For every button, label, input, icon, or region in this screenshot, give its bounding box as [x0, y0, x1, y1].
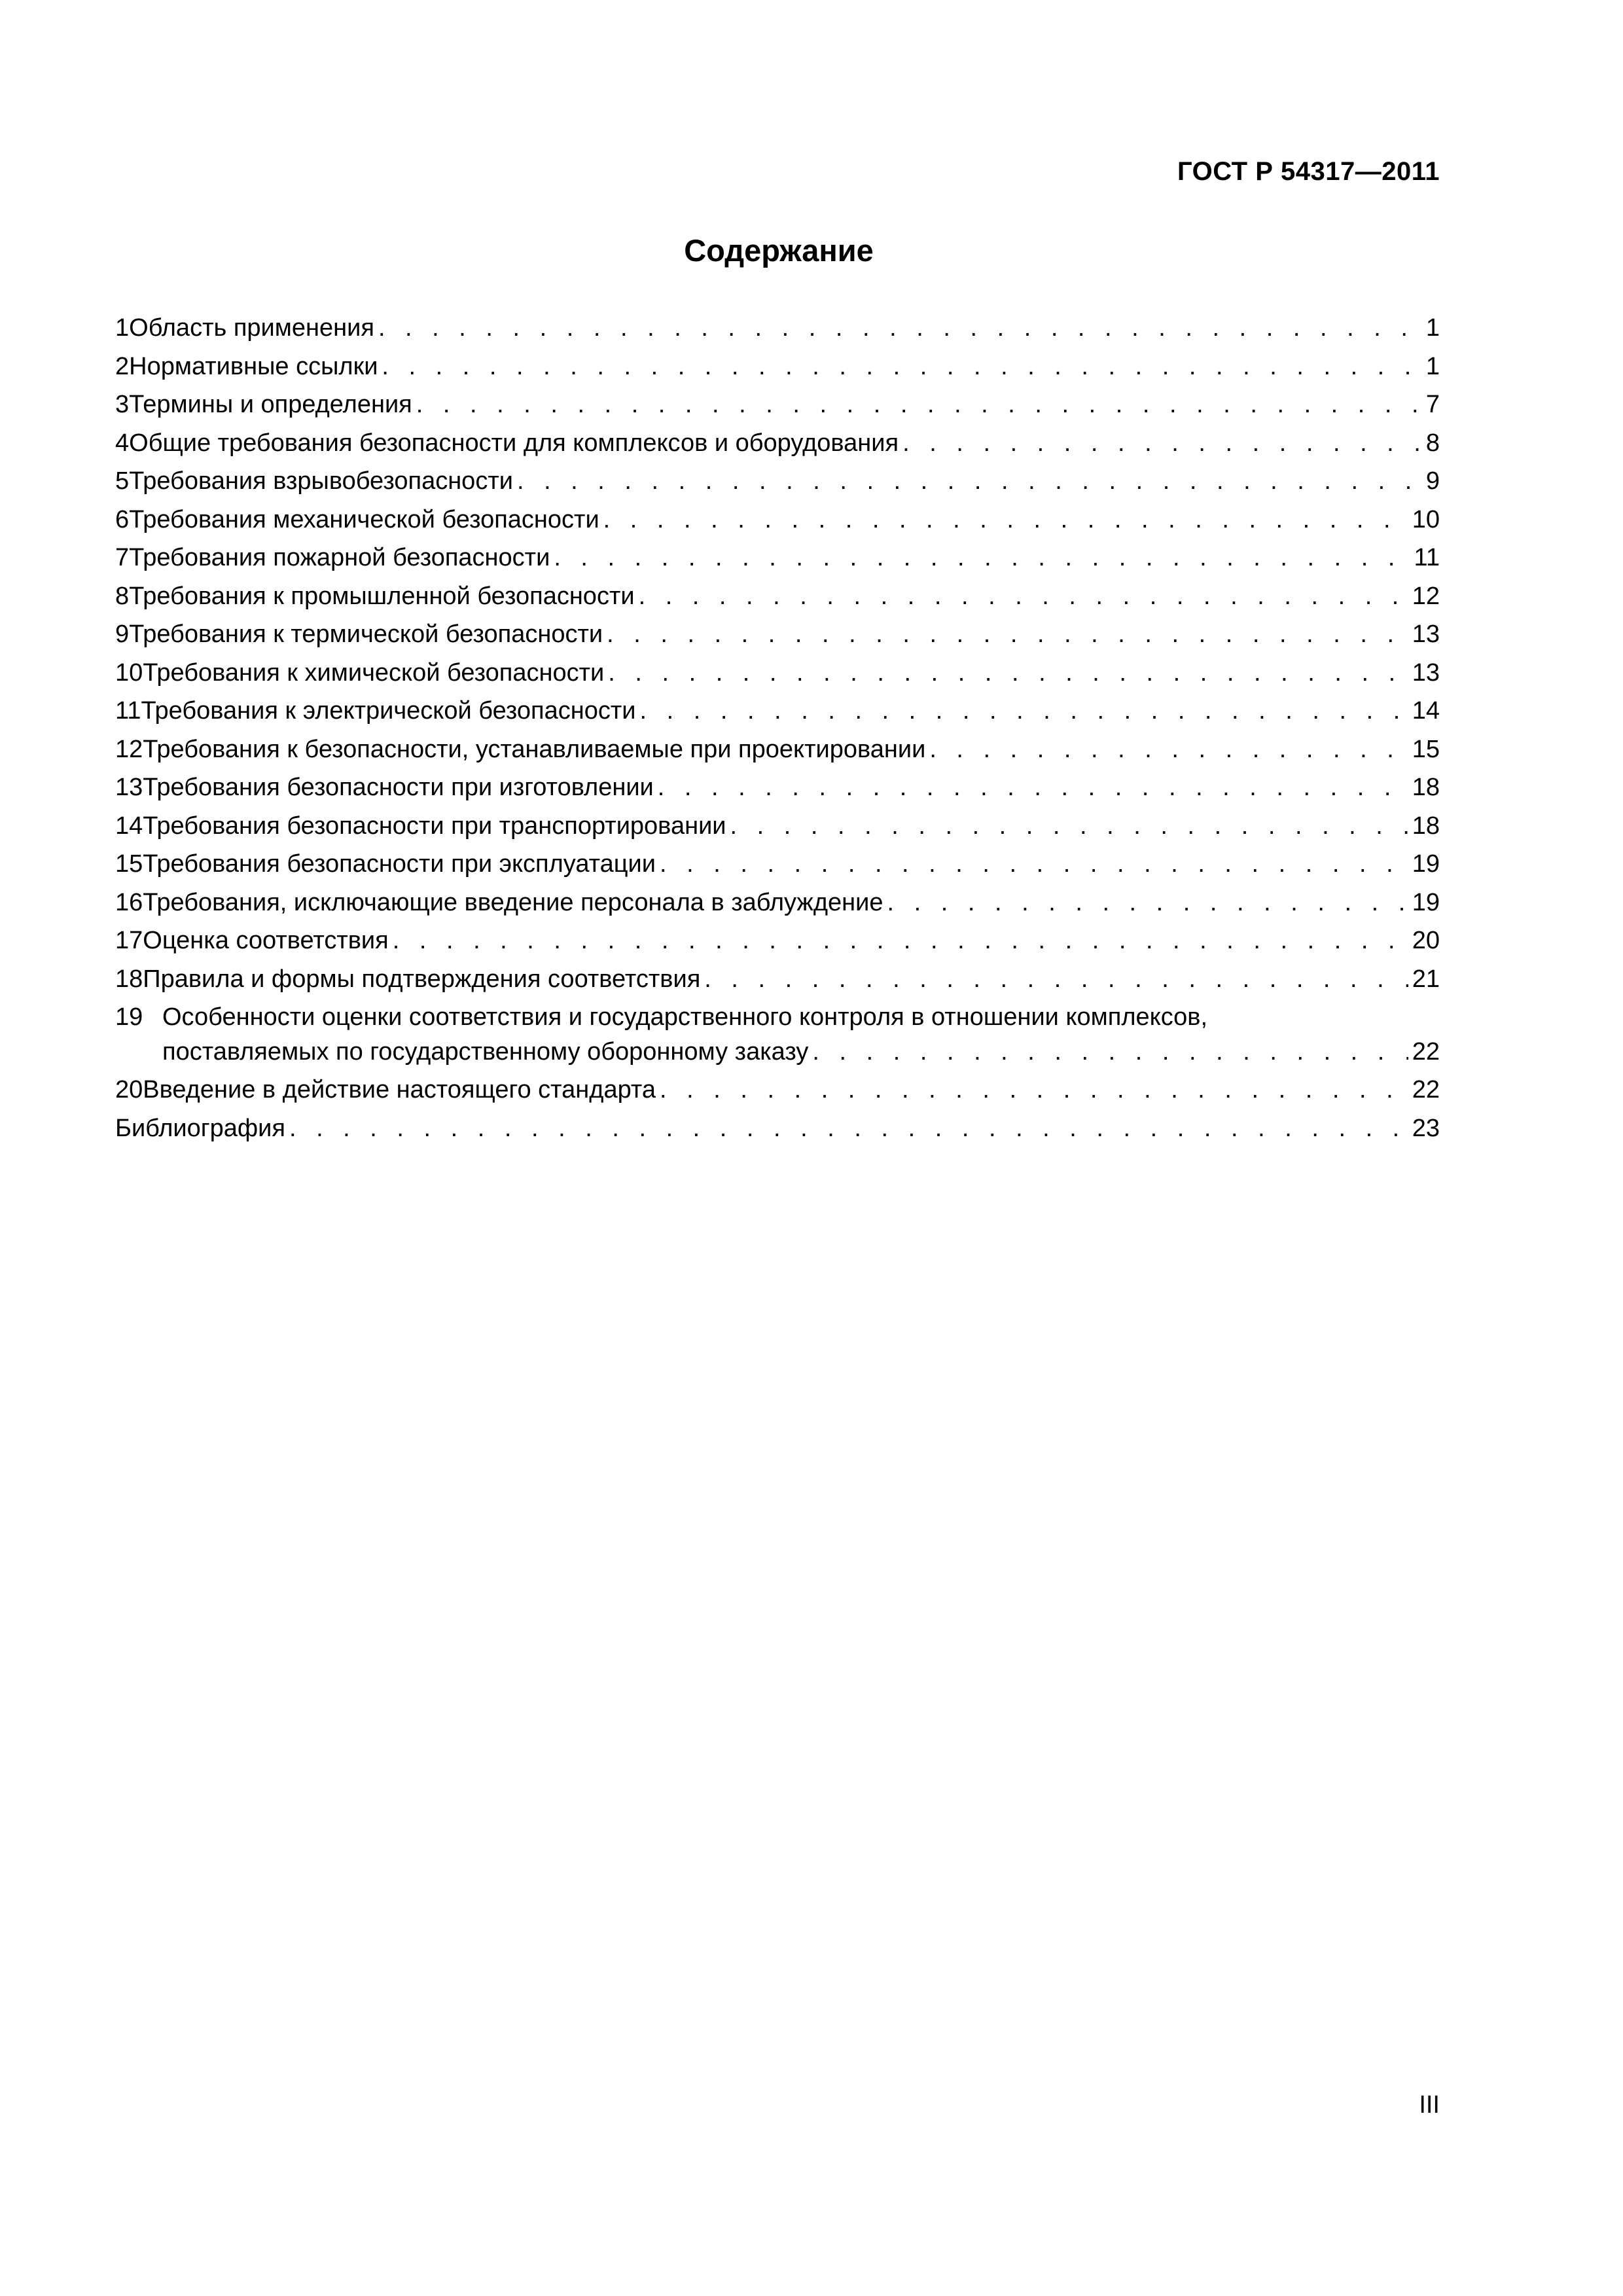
dot-leader — [887, 884, 1408, 922]
toc-entry-title: Требования к химической безопасности — [143, 658, 605, 687]
dot-leader — [730, 807, 1408, 846]
toc-entry-page: 7 — [1425, 391, 1440, 418]
dot-leader — [608, 654, 1408, 692]
toc-entry-number: 14 — [115, 812, 143, 840]
toc-entry-title: Требования к термической безопасности — [129, 620, 603, 648]
toc-entry-page: 19 — [1412, 850, 1440, 878]
dot-leader — [812, 1033, 1408, 1071]
toc-entry-page: 18 — [1412, 812, 1440, 840]
toc-entry-page: 11 — [1414, 544, 1440, 571]
toc-entry-title: Требования безопасности при транспортировании — [143, 812, 726, 840]
dot-leader — [704, 960, 1408, 999]
toc-entry-number: 19 — [115, 1003, 143, 1031]
toc-entry-number: 7 — [115, 544, 130, 571]
document-code: ГОСТ Р 54317—2011 — [1177, 157, 1440, 186]
toc-entry-title: Правила и формы подтверждения соответствия — [143, 965, 701, 993]
toc-entry-12[interactable] — [115, 730, 1440, 769]
toc-entry-title: Требования к электрической безопасности — [141, 697, 636, 725]
dot-leader — [660, 1071, 1408, 1109]
dot-leader — [658, 768, 1408, 807]
dot-leader — [289, 1109, 1408, 1148]
toc-entry-title: Термины и определения — [129, 391, 412, 418]
toc-entry-1[interactable] — [115, 309, 1440, 348]
toc-entry-number: 18 — [115, 965, 143, 993]
toc-entry-number: 13 — [115, 774, 143, 801]
toc-entry-title: Библиография — [115, 1114, 285, 1142]
toc-entry-title: Требования взрывобезопасности — [129, 467, 513, 495]
toc-entry-page: 10 — [1412, 505, 1440, 533]
toc-entry-4[interactable] — [115, 424, 1440, 463]
toc-entry-20[interactable] — [115, 1071, 1440, 1109]
toc-entry-number: 8 — [115, 582, 130, 610]
dot-leader — [639, 577, 1408, 616]
dot-leader — [393, 922, 1408, 960]
toc-entry-page: 18 — [1412, 774, 1440, 801]
toc-entry-number: 4 — [115, 429, 130, 457]
toc-entry-title: Требования к промышленной безопасности — [129, 582, 635, 610]
toc-entry-16[interactable] — [115, 884, 1440, 922]
toc-entry-6[interactable] — [115, 501, 1440, 539]
toc-entry-title: Общие требования безопасности для комплексов и оборудования — [129, 429, 899, 457]
toc-entry-page: 9 — [1425, 467, 1440, 495]
toc-entry-7[interactable] — [115, 539, 1440, 577]
toc-entry-number: 11 — [115, 697, 141, 725]
toc-entry-number: 2 — [115, 352, 130, 380]
toc-entry-page: 13 — [1412, 658, 1440, 687]
toc-entry-title: Требования механической безопасности — [129, 505, 599, 533]
toc-title: Содержание — [684, 233, 874, 268]
toc-entry-page: 20 — [1412, 927, 1440, 954]
toc-entry-10[interactable] — [115, 654, 1440, 692]
toc-entry-page: 13 — [1412, 620, 1440, 648]
dot-leader — [517, 462, 1422, 501]
toc-entry-number: 17 — [115, 927, 143, 954]
toc-entry-page: 23 — [1412, 1114, 1440, 1142]
dot-leader — [378, 309, 1422, 348]
page-number: III — [1419, 2091, 1440, 2119]
toc-entry-page: 8 — [1425, 429, 1440, 457]
toc-entry-18[interactable] — [115, 960, 1440, 999]
toc-entry-11[interactable] — [115, 692, 1440, 730]
toc-entry-title: Нормативные ссылки — [129, 352, 378, 380]
dot-leader — [929, 730, 1408, 769]
toc-entry-title: Оценка соответствия — [143, 927, 389, 954]
dot-leader — [603, 501, 1408, 539]
toc-entry-page: 19 — [1412, 888, 1440, 916]
dot-leader — [382, 348, 1421, 386]
toc-entry-page: 12 — [1412, 582, 1440, 610]
toc-entry-number: 1 — [115, 314, 130, 342]
toc-entry-page: 1 — [1425, 314, 1440, 342]
toc-entry-2[interactable] — [115, 348, 1440, 386]
toc-entry-number: 5 — [115, 467, 130, 495]
toc-entry-page: 1 — [1425, 352, 1440, 380]
toc-entry-title: Область применения — [129, 314, 374, 342]
toc-entry-number: 15 — [115, 850, 143, 878]
toc-entry-15[interactable] — [115, 845, 1440, 884]
toc-entry-number: 12 — [115, 735, 143, 763]
toc-entry-page: 21 — [1412, 965, 1440, 993]
toc-entry-title: Требования пожарной безопасности — [129, 544, 550, 571]
dot-leader — [640, 692, 1408, 730]
toc-entry-number: 6 — [115, 505, 130, 533]
toc-entry-page: 22 — [1412, 1076, 1440, 1103]
dot-leader — [607, 615, 1408, 654]
toc-entry-8[interactable] — [115, 577, 1440, 616]
toc-entry-19[interactable] — [115, 998, 1440, 1071]
toc-entry-title-line1: Особенности оценки соответствия и государственного контроля в отношении комплексов, — [162, 1003, 1208, 1031]
toc-entry-number: 9 — [115, 620, 130, 648]
table-of-contents — [115, 309, 1440, 1147]
toc-entry-number: 3 — [115, 391, 130, 418]
toc-entry-9[interactable] — [115, 615, 1440, 654]
toc-entry-page: 22 — [1412, 1038, 1440, 1066]
toc-entry-bibliography[interactable] — [115, 1109, 1440, 1148]
toc-entry-title-line2: поставляемых по государственному оборонному заказу — [162, 1038, 809, 1066]
toc-entry-title: Требования безопасности при эксплуатации — [143, 850, 656, 878]
toc-entry-13[interactable] — [115, 768, 1440, 807]
toc-entry-number: 10 — [115, 658, 143, 687]
toc-entry-number: 16 — [115, 888, 143, 916]
toc-entry-title: Введение в действие настоящего стандарта — [143, 1076, 656, 1103]
dot-leader — [416, 386, 1422, 424]
dot-leader — [554, 539, 1410, 577]
toc-entry-page: 15 — [1412, 735, 1440, 763]
toc-entry-3[interactable] — [115, 386, 1440, 424]
dot-leader — [902, 424, 1422, 463]
toc-entry-title: Требования к безопасности, устанавливаемые при проектировании — [143, 735, 926, 763]
dot-leader — [660, 845, 1408, 884]
toc-entry-title: Требования, исключающие введение персонала в заблуждение — [143, 888, 883, 916]
toc-entry-number: 20 — [115, 1076, 143, 1103]
toc-entry-17[interactable] — [115, 922, 1440, 960]
toc-entry-page: 14 — [1412, 697, 1440, 725]
toc-entry-5[interactable] — [115, 462, 1440, 501]
toc-entry-title: Требования безопасности при изготовлении — [143, 774, 654, 801]
toc-entry-14[interactable] — [115, 807, 1440, 846]
